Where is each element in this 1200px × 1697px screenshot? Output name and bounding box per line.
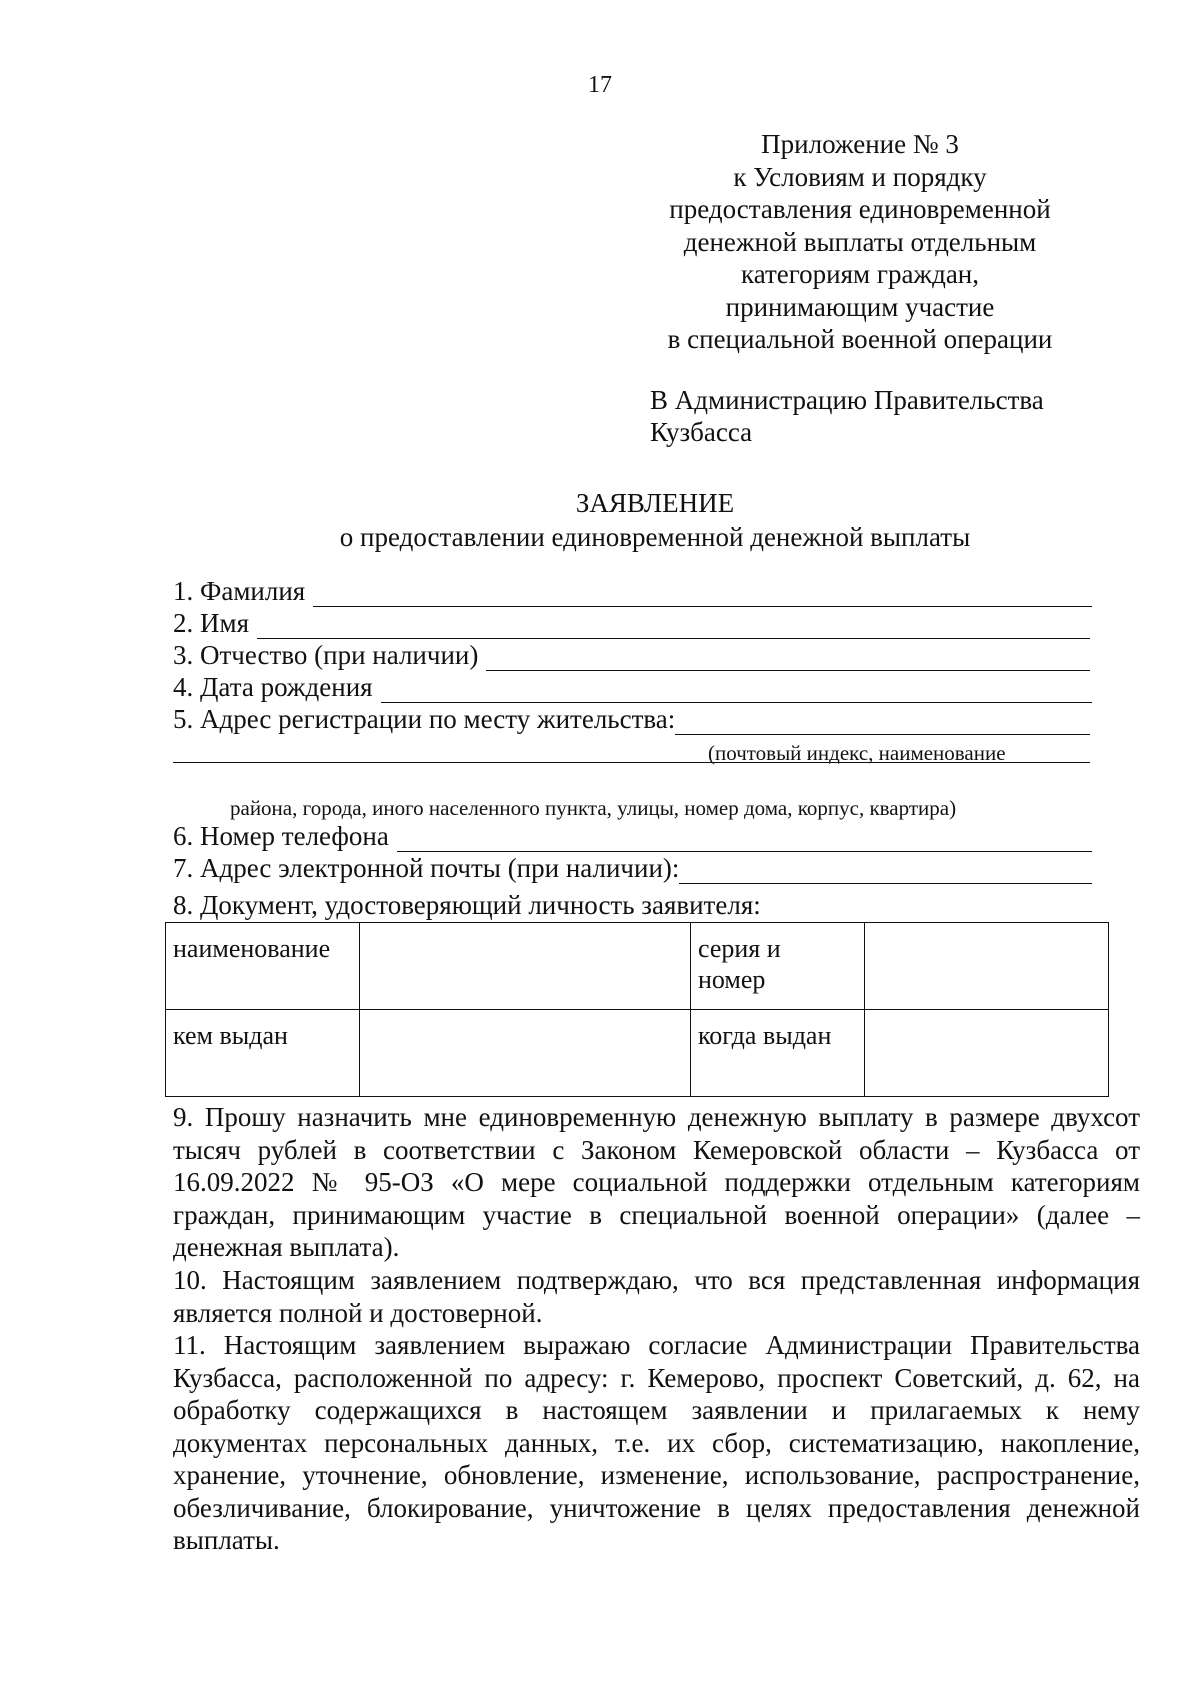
birth-date-input-line[interactable] <box>381 678 1092 703</box>
table-row <box>166 1010 1109 1097</box>
surname-input-line[interactable] <box>313 582 1092 607</box>
surname-label: 1. Фамилия <box>173 576 306 606</box>
id-series-cell[interactable] <box>865 923 1109 1010</box>
id-document-table <box>165 922 1109 1097</box>
annex-line: денежной выплаты отдельным <box>683 226 1037 257</box>
id-issued-date-label: когда выдан <box>691 1010 865 1097</box>
birth-date-label: 4. Дата рождения <box>173 672 373 702</box>
address-hint-2: района, города, иного населенного пункта, улицы, номер дома, корпус, квартира) <box>230 796 957 820</box>
id-name-label: наименование <box>166 923 360 1010</box>
table-row <box>166 923 1109 1010</box>
addressee-line: В Администрацию Правительства <box>650 385 1044 415</box>
paragraph-10: 10. Настоящим заявлением подтверждаю, что вся представленная информация является полной и достоверной. <box>173 1265 1140 1328</box>
name-input-line[interactable] <box>257 614 1090 639</box>
address-field[interactable] <box>173 703 1090 735</box>
address-hint-1: (почтовый индекс, наименование <box>708 741 1006 765</box>
name-field[interactable] <box>173 607 1090 639</box>
document-title: ЗАЯВЛЕНИЕ <box>575 488 735 518</box>
address-label: 5. Адрес регистрации по месту жительства: <box>173 704 676 734</box>
patronymic-input-line[interactable] <box>486 646 1090 671</box>
id-name-cell[interactable] <box>360 923 691 1010</box>
paragraph-11: 11. Настоящим заявлением выражаю согласие Администрации Правительства Кузбасса, расположенной по адресу: г. Кемерово, проспект Советский, д. 62, на обработку содержащихся в настоящем заявлении и прилагаемых к нему документах персональных данных, т.е. их сбор, систематизацию, накопление, хранение, уточнение, обновление, изменение, использование, распространение, обезличивание, блокирование, уничтожение в целях предоставления денежной выплаты. <box>173 1330 1140 1555</box>
address-input-line[interactable] <box>675 710 1090 735</box>
email-input-line[interactable] <box>679 859 1092 884</box>
addressee-line: Кузбасса <box>650 417 753 447</box>
phone-field[interactable] <box>173 820 1092 852</box>
annex-line: к Условиям и порядку <box>733 161 987 192</box>
id-issued-by-label: кем выдан <box>166 1010 360 1097</box>
annex-line: Приложение № 3 <box>761 129 959 159</box>
addressee <box>650 384 1110 448</box>
annex-line: категориям граждан, <box>740 259 980 289</box>
surname-field[interactable] <box>173 575 1092 607</box>
annex-heading <box>640 128 1080 356</box>
annex-line: принимающим участие <box>725 291 995 322</box>
patronymic-label: 3. Отчество (при наличии) <box>173 640 479 670</box>
phone-label: 6. Номер телефона <box>173 821 389 851</box>
page-number: 17 <box>588 72 612 98</box>
id-issued-by-cell[interactable] <box>360 1010 691 1097</box>
id-issued-date-cell[interactable] <box>865 1010 1109 1097</box>
id-document-label: 8. Документ, удостоверяющий личность заявителя: <box>173 890 761 920</box>
email-label: 7. Адрес электронной почты (при наличии): <box>173 853 680 883</box>
birth-date-field[interactable] <box>173 671 1092 703</box>
patronymic-field[interactable] <box>173 639 1090 671</box>
id-series-label-line: номер <box>698 965 766 994</box>
address-continuation-line[interactable] <box>173 762 1090 763</box>
id-series-label-line: серия и <box>698 934 781 963</box>
paragraph-9: 9. Прошу назначить мне единовременную денежную выплату в размере двухсот тысяч рублей в соответствии с Законом Кемеровской области – Кузбасса от 16.09.2022 № 95-ОЗ «О мере социальной поддержки отдельным категориям граждан, принимающим участие в специальной военной операции» (далее – денежная выплата). <box>173 1102 1140 1262</box>
phone-input-line[interactable] <box>397 827 1092 852</box>
annex-line: в специальной военной операции <box>667 324 1053 354</box>
name-label: 2. Имя <box>173 608 250 638</box>
annex-line: предоставления единовременной <box>669 194 1051 224</box>
id-series-label <box>691 923 865 1010</box>
document-subtitle: о предоставлении единовременной денежной выплаты <box>339 522 971 552</box>
email-field[interactable] <box>173 852 1092 884</box>
